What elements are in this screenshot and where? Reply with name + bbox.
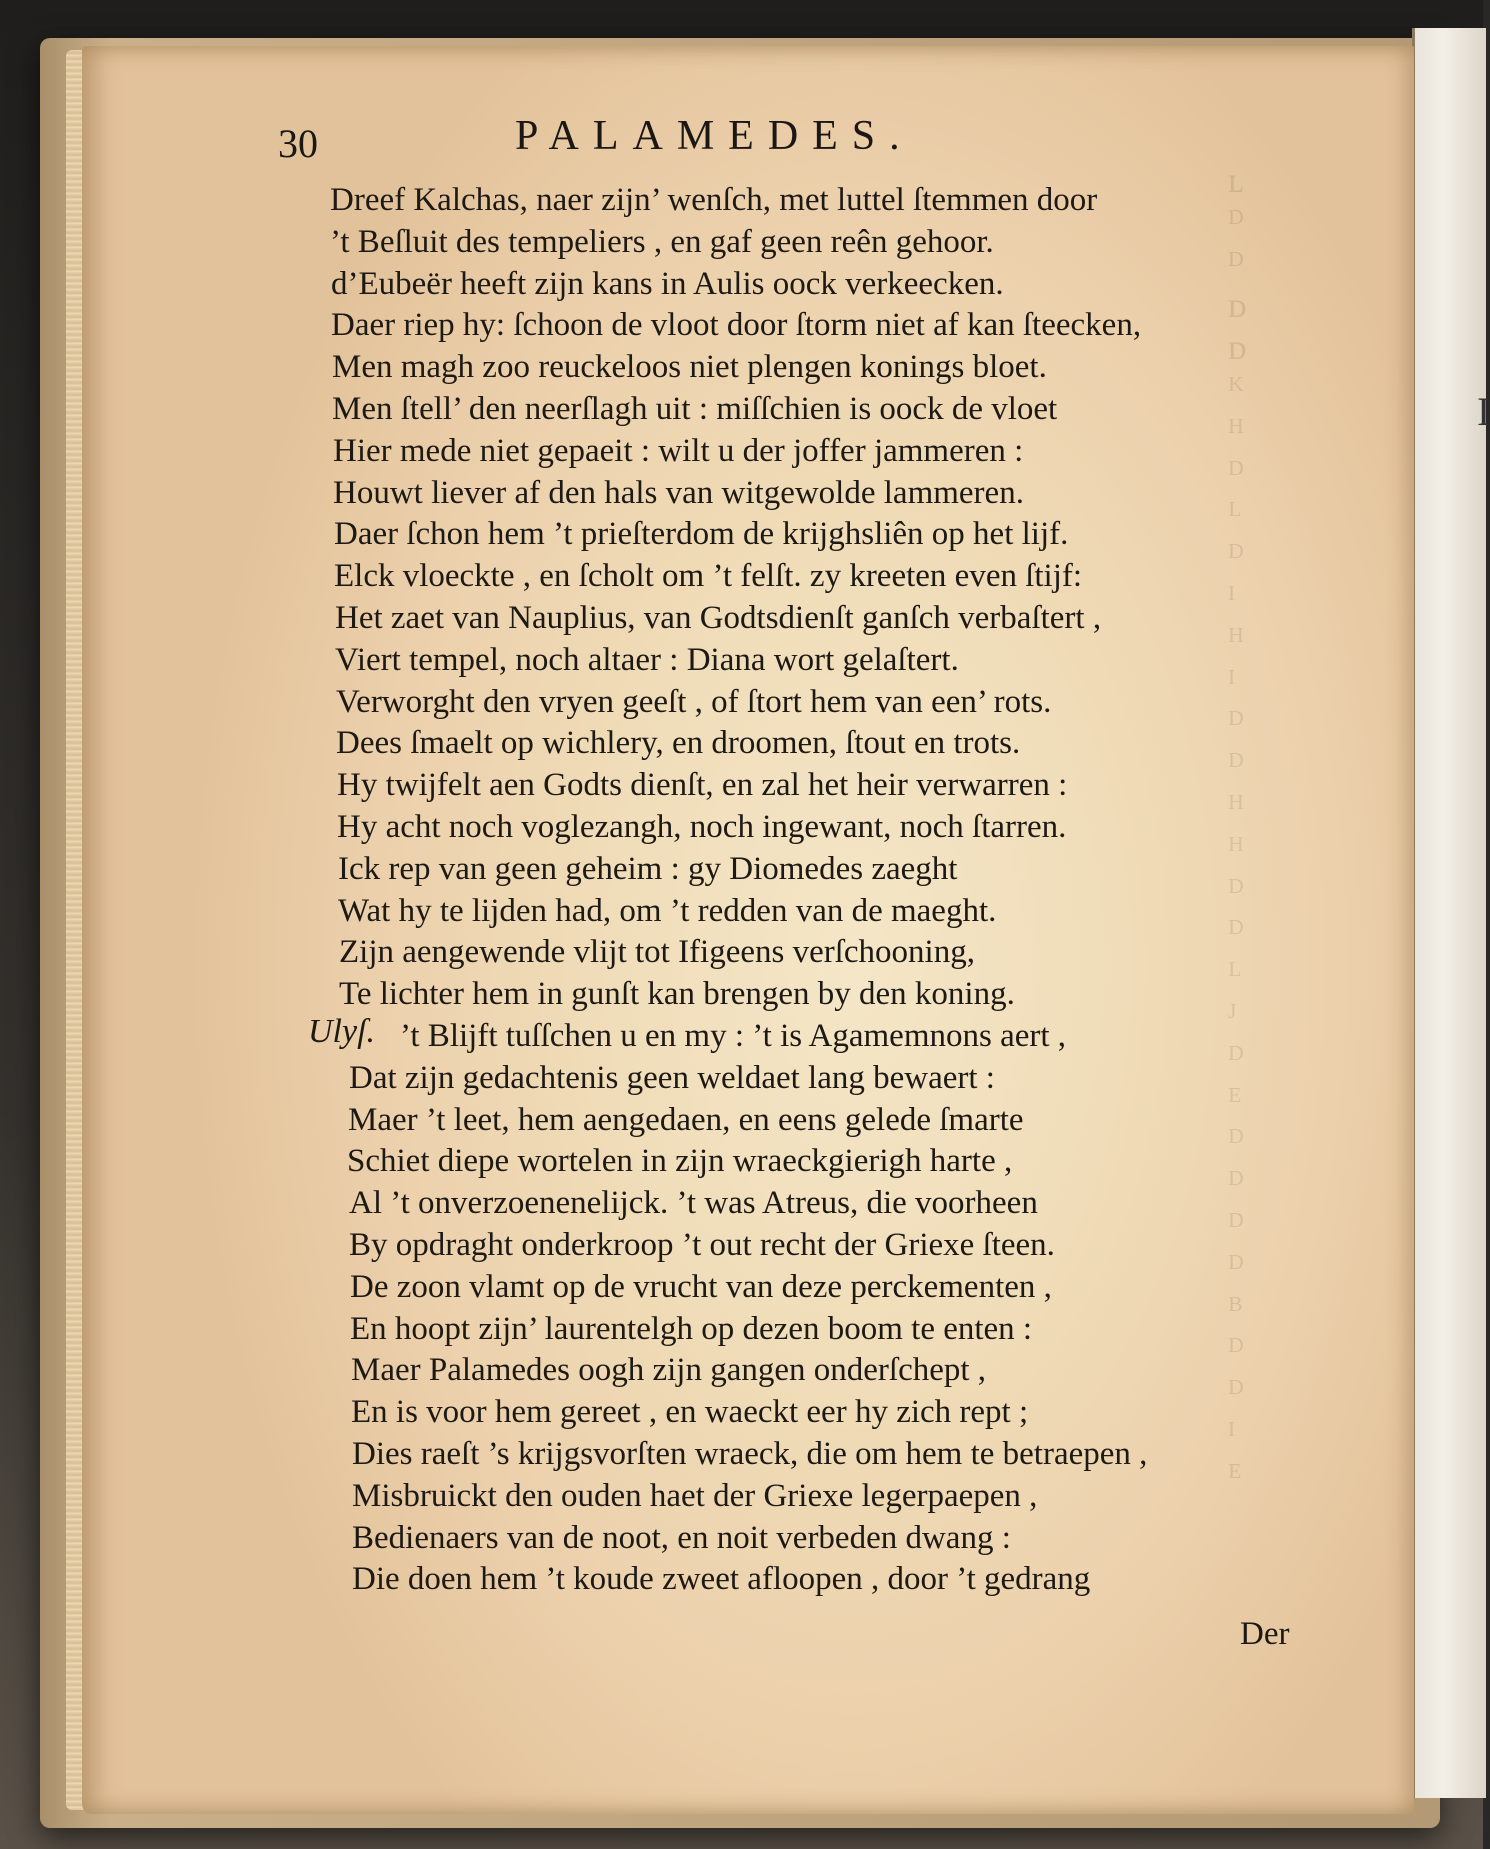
verse-line: d’Eubeër heeft zijn kans in Aulis oock verkeecken. <box>331 265 1004 302</box>
verse-line: Dat zijn gedachtenis geen weldaet lang bewaert : <box>349 1059 995 1096</box>
verse-line: Maer ’t leet, hem aengedaen, en eens gelede ſmarte <box>348 1101 1024 1138</box>
verse-line: Schiet diepe wortelen in zijn wraeckgierigh harte , <box>347 1143 1013 1180</box>
verse-line: Dees ſmaelt op wichlery, en droomen, ſtout en trots. <box>336 725 1021 762</box>
facing-page-edge <box>1412 28 1490 1798</box>
verse-line: Men magh zoo reuckeloos niet plengen konings bloet. <box>332 349 1047 386</box>
verse-line: Wat hy te lijden had, om ’t redden van de maeght. <box>338 892 997 929</box>
catchword: Der <box>1240 1616 1290 1652</box>
verse-line: Die doen hem ’t koude zweet afloopen , door ’t gedrang <box>352 1561 1091 1598</box>
verse-line: Viert tempel, noch altaer : Diana wort gelaſtert. <box>335 641 959 678</box>
verse-line: Dreef Kalchas, naer zijn’ wenſch, met luttel ſtemmen door <box>330 182 1098 218</box>
verse-line: Hy twijfelt aen Godts dienſt, en zal het heir verwarren : <box>337 767 1068 804</box>
page-number: 30 <box>278 121 318 166</box>
page-title: PALAMEDES. <box>515 113 914 159</box>
verse-line: En is voor hem gereet , en waeckt eer hy zich rept ; <box>351 1394 1029 1431</box>
verse-line: By opdraght onderkroop ’t out recht der Griexe ſteen. <box>349 1227 1055 1263</box>
verse-line: Maer Palamedes oogh zijn gangen onderſchept , <box>351 1352 987 1389</box>
verse-line: Elck vloeckte , en ſcholt om ’t felſt. zy kreeten even ſtijf: <box>334 558 1083 595</box>
speaker-label: Ulyſ. <box>308 1013 376 1050</box>
facing-page-letter: I <box>1477 389 1490 434</box>
verse-line: Zijn aengewende vlijt tot Ifigeens verſchooning, <box>339 934 975 971</box>
verse-line: Al ’t onverzoenenelijck. ’t was Atreus, die voorheen <box>349 1185 1038 1222</box>
verse-line: ’t Blijft tuſſchen u en my : ’t is Agamemnons aert , <box>400 1018 1067 1054</box>
verse-line: Misbruickt den ouden haet der Griexe legerpaepen , <box>352 1477 1038 1514</box>
verse-line: Bedienaers van de noot, en noit verbeden dwang : <box>352 1519 1011 1556</box>
verse-line: ’t Beſluit des tempeliers , en gaf geen reên gehoor. <box>330 223 994 260</box>
show-through-texture: ʟ ᴰ ᴰ ᴅ ᴅ ᴷ ᴴ ᴰ ᴸ ᴰ ᴵ ᴴ ᴵ ᴰ ᴰ ᴴ ᴴ ᴰ ᴰ ᴸ ᴶ ᴰ ᴱ ᴰ ᴰ ᴰ ᴰ ᴮ ᴰ ᴰ ᴵ ᴱ <box>1228 160 1247 1496</box>
verse-line: Houwt liever af den hals van witgewolde lammeren. <box>333 474 1024 511</box>
verse-line: Daer riep hy: ſchoon de vloot door ſtorm niet af kan ſteecken, <box>331 307 1142 344</box>
verse-line: De zoon vlamt op de vrucht van deze perckementen , <box>350 1268 1052 1305</box>
verse-line: Hy acht noch voglezangh, noch ingewant, noch ſtarren. <box>337 809 1067 845</box>
verse-line: Verworght den vryen geeſt , of ſtort hem van een’ rots. <box>336 683 1052 720</box>
verse-line: Te lichter hem in gunſt kan brengen by den koning. <box>339 976 1015 1013</box>
verse-line: Hier mede niet gepaeit : wilt u der joffer jammeren : <box>333 432 1024 469</box>
verse-line: Men ſtell’ den neerſlagh uit : miſſchien is oock de vloet <box>332 391 1058 427</box>
verse-line: Daer ſchon hem ’t prieſterdom de krijghsliên op het lijf. <box>334 516 1069 553</box>
verse-line: En hoopt zijn’ laurentelgh op dezen boom te enten : <box>350 1310 1033 1347</box>
verse-line: Het zaet van Nauplius, van Godtsdienſt ganſch verbaſtert , <box>335 600 1102 636</box>
verse-line: Dies raeſt ’s krijgsvorſten wraeck, die om hem te betraepen , <box>352 1436 1148 1472</box>
verse-line: Ick rep van geen geheim : gy Diomedes zaeght <box>338 850 958 887</box>
